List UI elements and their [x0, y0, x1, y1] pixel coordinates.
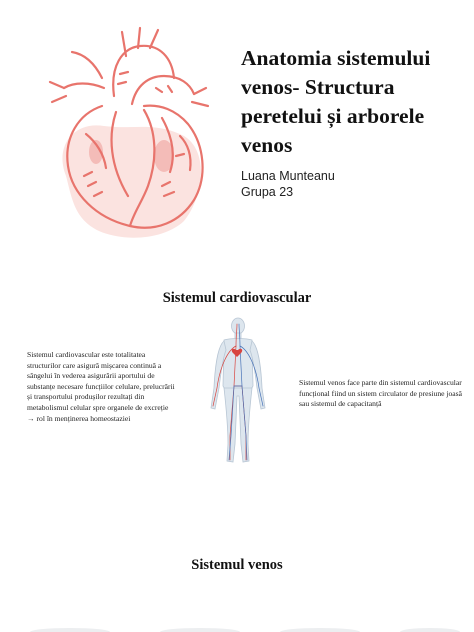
author-name: Luana Munteanu — [241, 169, 335, 183]
cardiovascular-definition-text: Sistemul cardiovascular este totalitatea structurilor care asigură mișcarea continuă a sângelui în vederea asigurării aportului de substanțe necesare funcțiilor celulare, prelucrării și transportului produșilor rezultați din metabolismul celular spre organele de excreție → rol în menținerea homeostaziei — [27, 350, 175, 423]
section-title-venous: Sistemul venos — [191, 557, 283, 573]
anatomical-heart-icon — [44, 26, 210, 240]
title-block — [241, 44, 467, 200]
group-label: Grupa 23 — [241, 185, 294, 199]
human-circulatory-figure-icon — [206, 316, 270, 466]
document-title: Anatomia sistemului venos- Structura peretelui și arborele venos — [241, 46, 431, 157]
venous-system-definition-text: Sistemul venos face parte din sistemul cardiovascular funcțional fiind un sistem circulator de presiune joasă sau sistemul de capacitanță — [299, 378, 463, 409]
next-slide-decoration — [0, 612, 474, 632]
section-title-cardiovascular: Sistemul cardiovascular — [162, 290, 312, 306]
